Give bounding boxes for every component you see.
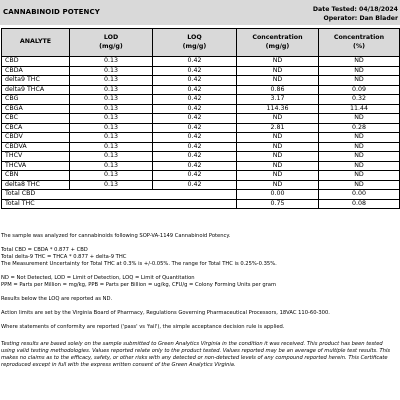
conc-pct-value: ND — [319, 76, 400, 86]
loq-value: 0.42 — [153, 152, 237, 162]
date-tested: Date Tested: 04/18/2024 — [312, 6, 398, 13]
lod-value: 0.13 — [70, 171, 153, 181]
table-row — [2, 95, 400, 105]
analyte-name: THCV — [2, 152, 70, 162]
uncertainty-note: The Measurement Uncertainty for Total THC at 0.3% is +/-0.05%. The range for Total THC is 0.25%-0.35%. — [1, 261, 277, 267]
conc-pct-value: 0.32 — [319, 95, 400, 105]
conc-mg-value: ND — [237, 114, 319, 124]
section-title: CANNABINOID POTENCY — [3, 8, 100, 16]
loq-value: 0.42 — [153, 114, 237, 124]
total-cbd-formula: Total CBD = CBDA * 0.877 + CBD — [1, 247, 88, 253]
lod-value: 0.13 — [70, 152, 153, 162]
conc-pct-value: ND — [319, 114, 400, 124]
loq-value: 0.42 — [153, 85, 237, 95]
conc-pct-value: 11.44 — [319, 104, 400, 114]
loq-value: 0.42 — [153, 95, 237, 105]
table-row — [2, 76, 400, 86]
disclaimer-line-4: reproduced except in full with the express written consent of the Green Analytics Virginia. — [1, 362, 236, 368]
loq-value: 0.42 — [153, 171, 237, 181]
table-row — [2, 171, 400, 181]
disclaimer-line-1: Testing results are based solely on the sample submitted to Green Analytics Virginia in the condition it was received. This product has been tested — [1, 341, 383, 347]
lod-value: 0.13 — [70, 66, 153, 76]
analyte-name: CBGA — [2, 104, 70, 114]
analyte-name: CBG — [2, 95, 70, 105]
loq-value: 0.42 — [153, 57, 237, 67]
loq-value: 0.42 — [153, 133, 237, 143]
loq-value: 0.42 — [153, 66, 237, 76]
conc-mg-value: ND — [237, 142, 319, 152]
table-row — [2, 133, 400, 143]
analyte-name: CBDVA — [2, 142, 70, 152]
conc-pct-value: ND — [319, 171, 400, 181]
section-header — [0, 0, 400, 25]
analyte-name: CBDA — [2, 66, 70, 76]
col-header-lod: LOD (mg/g) — [70, 29, 153, 57]
conc-pct-value: 0.28 — [319, 123, 400, 133]
table-row — [2, 152, 400, 162]
table-row — [2, 161, 400, 171]
conc-mg-value: ND — [237, 57, 319, 67]
conc-mg-value: ND — [237, 76, 319, 86]
action-limits-note: Action limits are set by the Virginia Board of Pharmacy, Regulations Governing Pharmaceutical Processors, 18VAC 110-60-300. — [1, 310, 330, 316]
loq-value: 0.42 — [153, 161, 237, 171]
notes-section — [1, 233, 399, 369]
conc-pct-value: ND — [319, 152, 400, 162]
total-conc-mg: 0.00 — [237, 190, 319, 200]
lod-value: 0.13 — [70, 76, 153, 86]
table-row — [2, 104, 400, 114]
conc-pct-value: ND — [319, 57, 400, 67]
table-header-row — [2, 29, 400, 57]
analyte-name: CBD — [2, 57, 70, 67]
total-row — [2, 199, 400, 209]
table-row — [2, 85, 400, 95]
abbreviations-line-1: ND = Not Detected, LOD = Limit of Detection, LOQ = Limit of Quantitation — [1, 275, 195, 281]
conc-mg-value: ND — [237, 161, 319, 171]
total-conc-pct: 0.08 — [319, 199, 400, 209]
col-header-analyte: ANALYTE — [2, 29, 70, 57]
lod-value: 0.13 — [70, 133, 153, 143]
analyte-name: CBN — [2, 171, 70, 181]
conc-pct-value: ND — [319, 161, 400, 171]
loq-value: 0.42 — [153, 104, 237, 114]
loq-value: 0.42 — [153, 123, 237, 133]
analyte-name: CBC — [2, 114, 70, 124]
lod-value: 0.13 — [70, 85, 153, 95]
total-conc-mg: 0.75 — [237, 199, 319, 209]
conc-pct-value: ND — [319, 142, 400, 152]
total-label: Total THC — [2, 199, 237, 209]
lod-value: 0.13 — [70, 161, 153, 171]
analysis-note: The sample was analyzed for cannabinoids following SOP-VA-1149 Cannabinoid Potency. — [1, 233, 231, 239]
disclaimer-line-2: using valid testing methodologies. Values reported relate only to the product tested. Values reported may be an average of multiple test results. This — [1, 348, 391, 354]
total-label: Total CBD — [2, 190, 237, 200]
loq-value: 0.42 — [153, 142, 237, 152]
potency-table — [1, 28, 400, 209]
loq-note: Results below the LOQ are reported as ND. — [1, 296, 113, 302]
conc-pct-value: ND — [319, 66, 400, 76]
analyte-name: delta9 THCA — [2, 85, 70, 95]
conc-mg-value: ND — [237, 171, 319, 181]
table-row — [2, 114, 400, 124]
total-row — [2, 190, 400, 200]
conc-mg-value: ND — [237, 133, 319, 143]
conc-pct-value: ND — [319, 133, 400, 143]
col-header-conc-mg: Concentration (mg/g) — [237, 29, 319, 57]
lod-value: 0.13 — [70, 104, 153, 114]
analyte-name: THCVA — [2, 161, 70, 171]
lod-value: 0.13 — [70, 123, 153, 133]
loq-value: 0.42 — [153, 180, 237, 190]
conformity-note: Where statements of conformity are reported ('pass' vs 'fail'), the simple acceptance decision rule is applied. — [1, 324, 285, 330]
lod-value: 0.13 — [70, 114, 153, 124]
conc-mg-value: ND — [237, 152, 319, 162]
total-conc-pct: 0.00 — [319, 190, 400, 200]
conc-pct-value: ND — [319, 180, 400, 190]
conc-mg-value: 0.86 — [237, 85, 319, 95]
col-header-conc-pct: Concentration (%) — [319, 29, 400, 57]
conc-mg-value: ND — [237, 66, 319, 76]
lod-value: 0.13 — [70, 142, 153, 152]
lod-value: 0.13 — [70, 180, 153, 190]
table-row — [2, 57, 400, 67]
analyte-name: delta8 THC — [2, 180, 70, 190]
loq-value: 0.42 — [153, 76, 237, 86]
conc-pct-value: 0.09 — [319, 85, 400, 95]
conc-mg-value: 3.17 — [237, 95, 319, 105]
table-row — [2, 66, 400, 76]
analyte-name: CBCA — [2, 123, 70, 133]
lod-value: 0.13 — [70, 57, 153, 67]
table-row — [2, 123, 400, 133]
col-header-loq: LOQ (mg/g) — [153, 29, 237, 57]
operator-name: Operator: Dan Blader — [323, 15, 398, 22]
abbreviations-line-2: PPM = Parts per Million = mg/kg, PPB = Parts per Billion = ug/kg, CFU/g = Colony Forming Units per gram — [1, 282, 277, 288]
conc-mg-value: ND — [237, 180, 319, 190]
conc-mg-value: 114.36 — [237, 104, 319, 114]
total-thc-formula: Total delta-9 THC = THCA * 0.877 + delta-9 THC — [1, 254, 127, 260]
conc-mg-value: 2.81 — [237, 123, 319, 133]
analyte-name: delta9 THC — [2, 76, 70, 86]
table-row — [2, 180, 400, 190]
table-row — [2, 142, 400, 152]
disclaimer-line-3: makes no claims as to the efficacy, safety, or other risks with any detected or non-detected levels of any compound reported herein. This Certificate — [1, 355, 388, 361]
lod-value: 0.13 — [70, 95, 153, 105]
analyte-name: CBDV — [2, 133, 70, 143]
